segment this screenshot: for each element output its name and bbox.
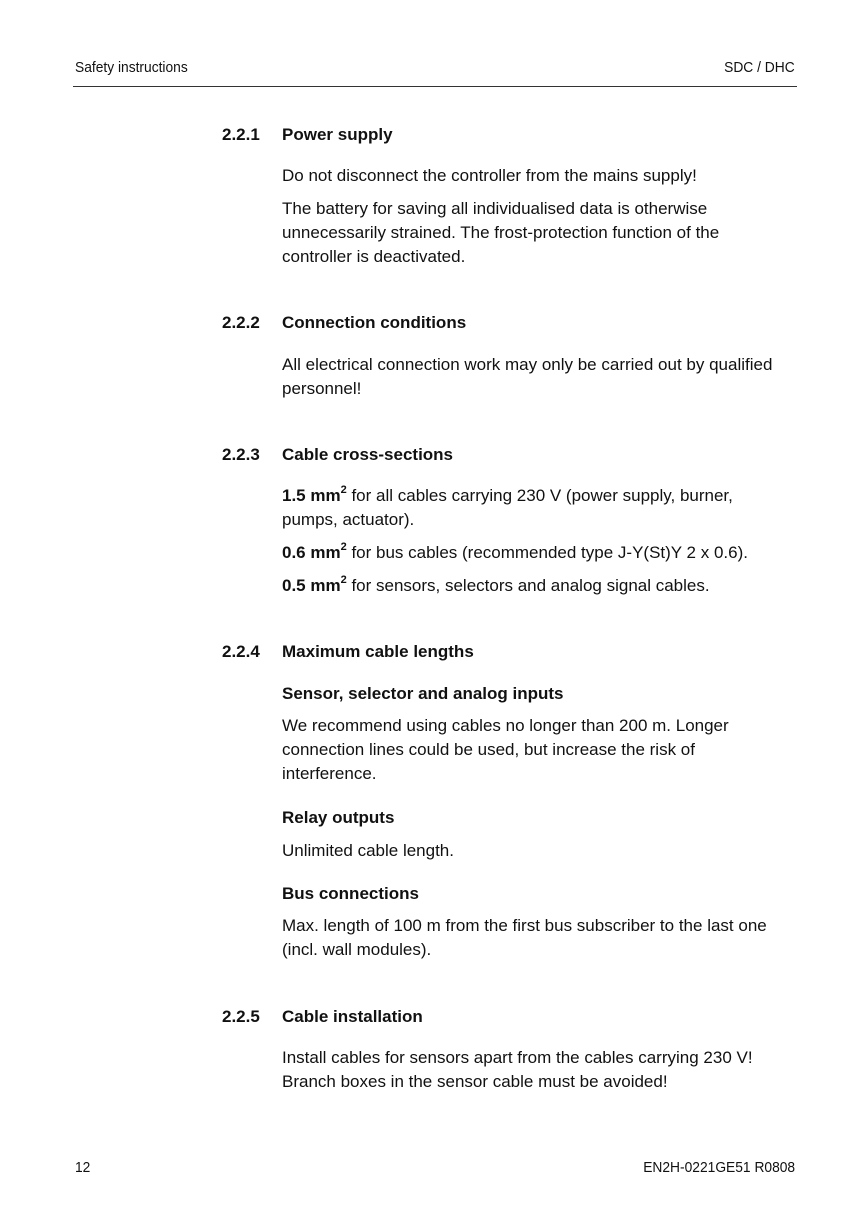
cross-section-text: for bus cables (recommended type J-Y(St)Y 2 x 0.6). [346, 543, 748, 562]
section-number: 2.2.4 [222, 642, 260, 661]
superscript: 2 [340, 541, 347, 554]
paragraph: Install cables for sensors apart from the cables carrying 230 V! Branch boxes in the sensor cable must be avoided! [282, 1048, 753, 1091]
section-title-power-supply: Power supply [282, 125, 393, 144]
section-title-maximum-cable-lengths: Maximum cable lengths [282, 642, 474, 661]
superscript: 2 [340, 574, 347, 587]
running-header-product: SDC / DHC [724, 59, 795, 76]
superscript: 2 [340, 484, 347, 497]
section-number: 2.2.5 [222, 1007, 260, 1026]
section-title-connection-conditions: Connection conditions [282, 313, 467, 332]
subheading-bus-connections: Bus connections [282, 884, 419, 903]
cross-section-item [282, 484, 772, 532]
cross-section-item [282, 574, 802, 598]
cross-section-text: for all cables carrying 230 V (power supply, burner, pumps, actuator). [282, 486, 733, 529]
section-number: 2.2.2 [222, 313, 260, 332]
subheading-sensor-inputs: Sensor, selector and analog inputs [282, 684, 564, 703]
page-number: 12 [75, 1159, 91, 1176]
paragraph: Do not disconnect the controller from the mains supply! [282, 166, 697, 185]
running-header-title: Safety instructions [75, 59, 188, 76]
paragraph: The battery for saving all individualised data is otherwise unnecessarily strained. The frost-protection function of the controller is deactivated. [282, 199, 720, 266]
section-title-cable-installation: Cable installation [282, 1007, 423, 1026]
section-title-cable-cross-sections: Cable cross-sections [282, 445, 454, 464]
subheading-relay-outputs: Relay outputs [282, 808, 395, 827]
cross-section-item [282, 541, 802, 565]
paragraph: Unlimited cable length. [282, 841, 454, 860]
document-code: EN2H-0221GE51 R0808 [643, 1159, 795, 1176]
cross-section-size: 1.5 mm [282, 486, 341, 505]
section-number: 2.2.3 [222, 445, 260, 464]
paragraph: We recommend using cables no longer than 200 m. Longer connection lines could be used, but increase the risk of interference. [282, 716, 729, 783]
paragraph: Max. length of 100 m from the first bus subscriber to the last one (incl. wall modules). [282, 916, 767, 959]
cross-section-size: 0.6 mm [282, 543, 341, 562]
section-number: 2.2.1 [222, 125, 260, 144]
header-divider [73, 86, 797, 87]
cross-section-size: 0.5 mm [282, 576, 341, 595]
cross-section-text: for sensors, selectors and analog signal cables. [346, 576, 710, 595]
paragraph: All electrical connection work may only be carried out by qualified personnel! [282, 355, 773, 398]
